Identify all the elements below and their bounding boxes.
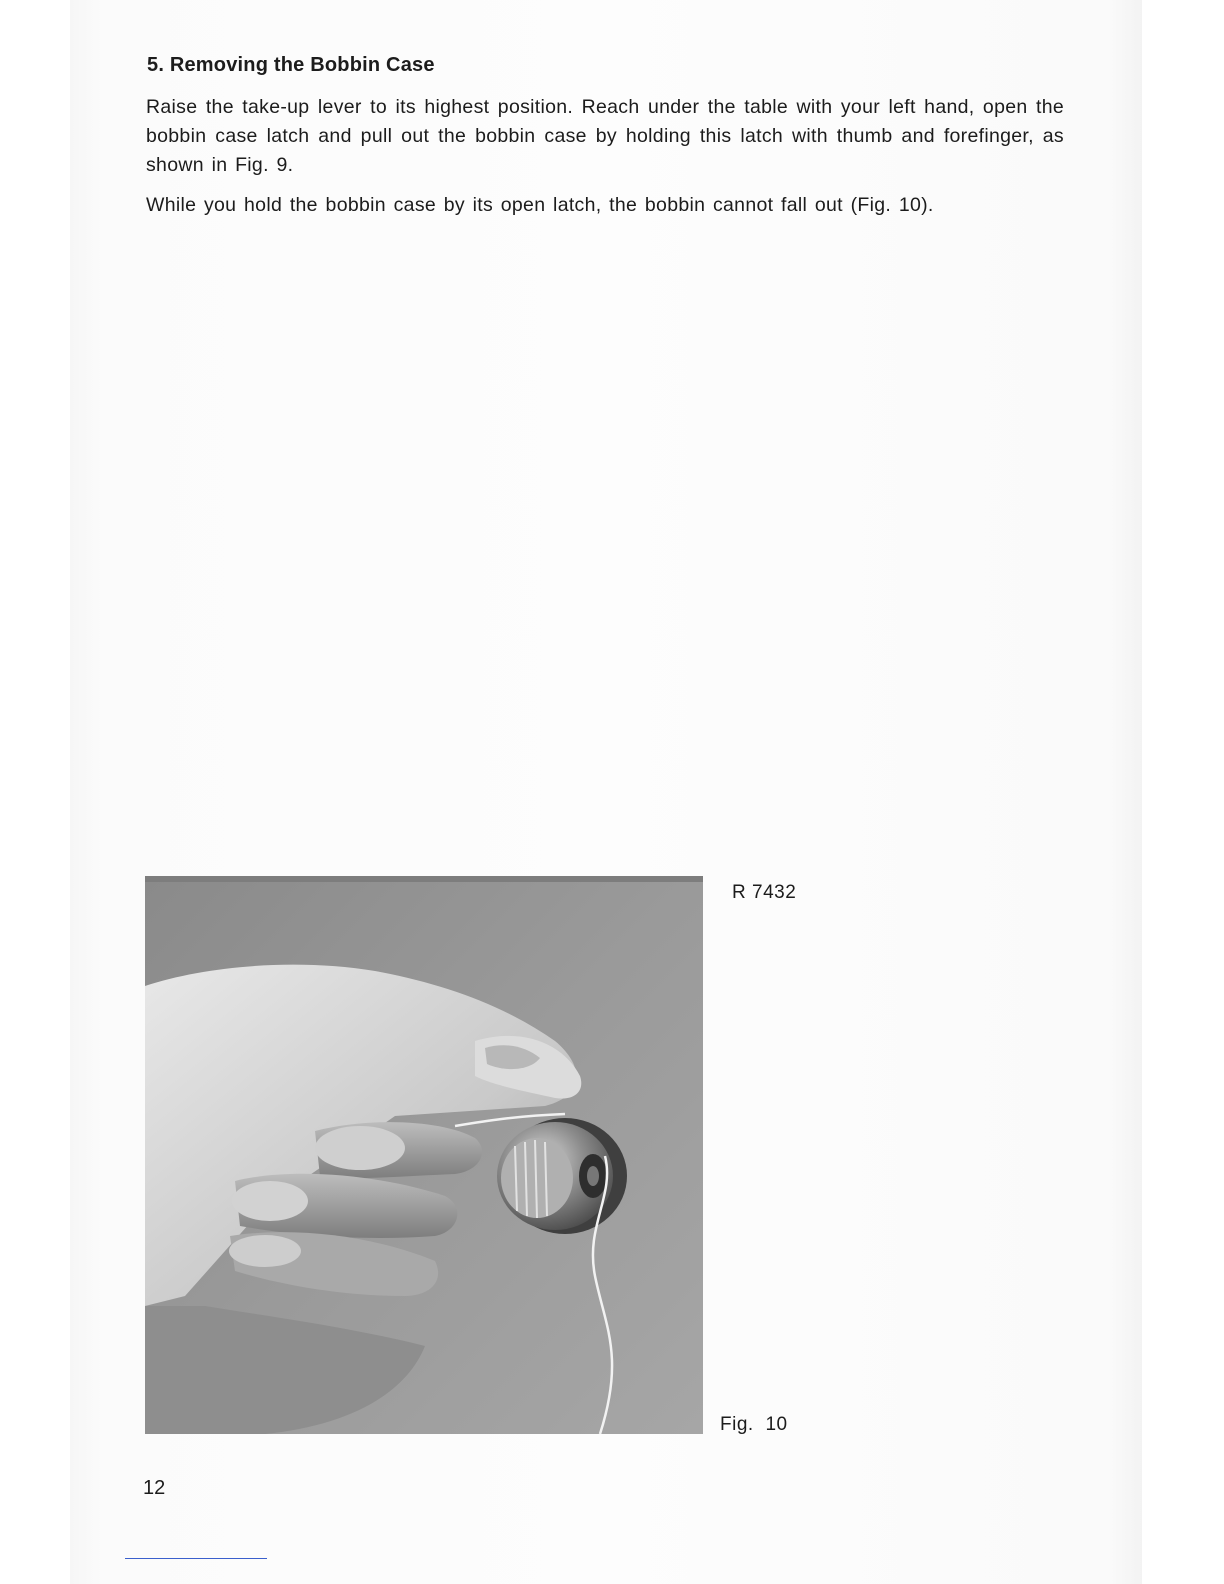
- bottom-underline-mark: [125, 1558, 267, 1559]
- figure-reference-code: R 7432: [732, 882, 797, 903]
- bobbin-case-photo: [145, 876, 703, 1434]
- section-heading: 5. Removing the Bobbin Case: [147, 54, 435, 76]
- page-number: 12: [143, 1477, 166, 1499]
- figure-caption: Fig. 10: [720, 1414, 788, 1435]
- note-paragraph: While you hold the bobbin case by its open latch, the bobbin cannot fall out (Fig. 10).: [146, 194, 934, 216]
- instruction-paragraph: Raise the take-up lever to its highest position. Reach under the table with your left hand, open the bobbin case latch and pull out the bobbin case by holding this latch with thumb and forefinger, as shown in Fig. 9.: [146, 96, 1064, 176]
